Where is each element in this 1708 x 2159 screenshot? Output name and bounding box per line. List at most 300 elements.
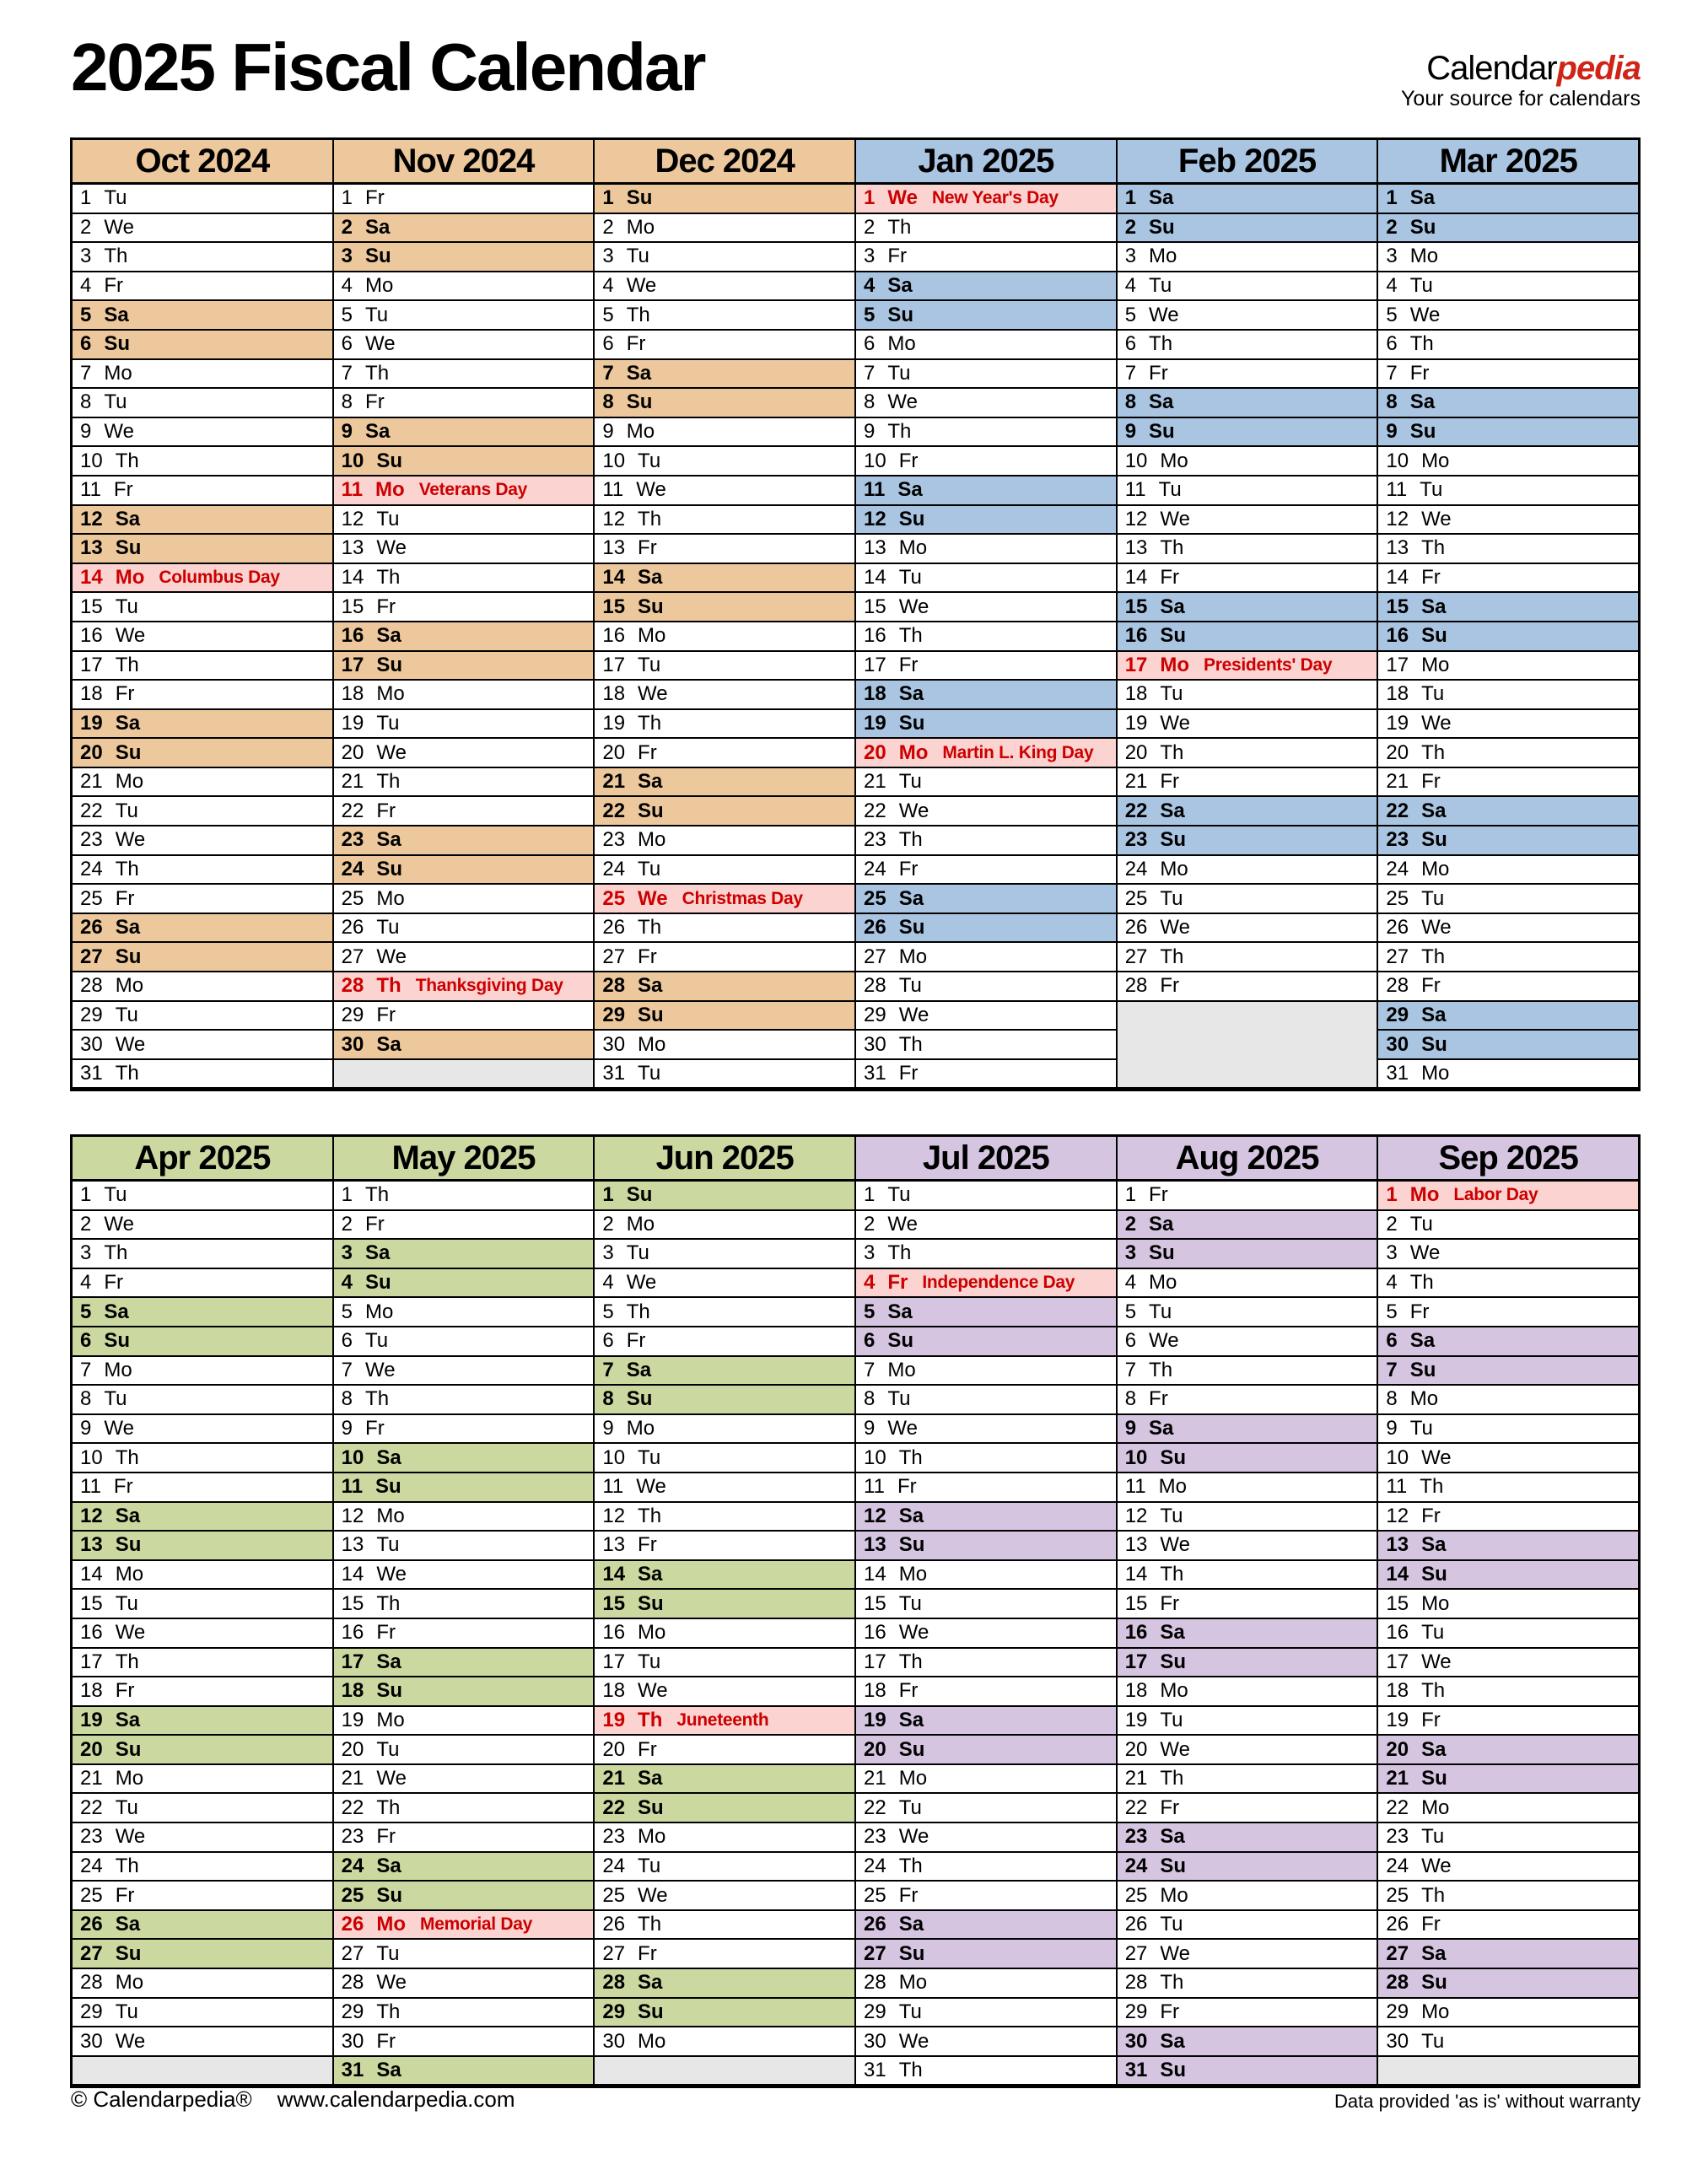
day-number: 29 [80,2000,103,2023]
day-number: 21 [80,770,103,794]
weekday-label: Tu [898,1796,922,1819]
day-number: 29 [80,1003,103,1026]
day-number: 13 [341,536,364,560]
day-number: 5 [80,1300,92,1323]
empty-filler-cell [334,1060,594,1090]
weekday-label: We [1160,1941,1190,1965]
day-number: 18 [80,1679,103,1703]
weekday-label: Sa [638,1767,663,1790]
day-number: 13 [80,1533,103,1557]
day-number: 7 [80,361,92,385]
day-row [595,1444,854,1473]
day-number: 19 [864,711,886,735]
weekday-label: Mo [1158,1475,1187,1499]
weekday-label: Sa [897,478,923,502]
day-row [334,1882,594,1911]
day-number: 29 [1124,2000,1148,2023]
day-row [1378,214,1638,244]
day-row [1378,1269,1638,1299]
weekday-label: Tu [626,1241,649,1265]
weekday-label: Mo [626,420,655,444]
day-row [73,476,332,506]
month-column [73,1137,332,2086]
day-number: 26 [1124,1913,1148,1936]
day-row [73,1561,332,1591]
day-row [334,2027,594,2057]
weekday-label: Mo [626,1212,655,1236]
weekday-label: Su [1421,1563,1447,1586]
day-number: 11 [80,1475,101,1499]
day-row [73,826,332,856]
day-row [1118,1619,1377,1649]
day-row [334,593,594,622]
weekday-label: Tu [1158,478,1182,502]
weekday-label: We [115,624,146,648]
day-row [334,272,594,302]
weekday-label: We [104,215,134,239]
weekday-label: Mo [626,215,655,239]
day-number: 31 [602,1062,626,1085]
day-row [856,1911,1116,1941]
weekday-label: Mo [898,945,928,968]
weekday-label: Su [638,1591,664,1615]
day-number: 30 [341,1032,364,1056]
day-row [595,214,854,244]
weekday-label: Mo [115,1563,144,1586]
day-row [1378,1473,1638,1503]
day-row [73,1002,332,1031]
day-row [1378,1882,1638,1911]
day-number: 10 [1386,449,1409,472]
day-row [1118,360,1377,390]
month-header: Jun 2025 [595,1137,854,1182]
logo-tagline: Your source for calendars [1401,87,1641,110]
weekday-label: Tu [638,1446,661,1469]
day-row [856,2057,1116,2086]
weekday-label: Mo [898,536,928,560]
day-number: 6 [1124,1329,1137,1353]
weekday-label: Mo [638,1621,666,1645]
holiday-row [1118,652,1377,681]
day-number: 12 [1386,507,1409,530]
day-number: 12 [80,1504,103,1527]
day-row [1118,243,1377,272]
day-number: 8 [341,1387,353,1411]
weekday-label: Mo [115,1767,144,1790]
day-number: 21 [602,770,626,794]
weekday-label: Tu [638,653,661,676]
weekday-label: We [376,1971,407,1995]
day-row [856,1240,1116,1269]
day-row [1118,1999,1377,2028]
weekday-label: Sa [104,1300,129,1323]
day-number: 29 [602,1003,626,1026]
day-number: 7 [80,1358,92,1381]
weekday-label: We [376,945,407,968]
day-row [73,1211,332,1241]
day-row [1378,1823,1638,1853]
day-row [334,1444,594,1473]
day-row [1378,768,1638,798]
month-column [332,140,594,1089]
day-row [73,1736,332,1765]
day-row [595,185,854,214]
day-number: 21 [1124,1767,1148,1790]
day-number: 20 [602,1737,626,1761]
weekday-label: Fr [626,1329,646,1353]
weekday-label: Fr [1421,1913,1441,1936]
day-row [73,272,332,302]
weekday-label: Su [376,857,403,880]
weekday-label: Fr [1421,974,1441,998]
weekday-label: Mo [365,1300,394,1323]
day-number: 9 [1386,420,1398,444]
weekday-label: Sa [638,1971,663,1995]
weekday-label: Mo [898,1971,928,1995]
day-row [1378,272,1638,302]
weekday-label: Sa [376,1854,401,1877]
day-row [73,1415,332,1445]
weekday-label: Sa [638,974,663,998]
day-row [856,710,1116,740]
day-number: 23 [341,828,364,852]
day-row [595,1060,854,1090]
day-number: 26 [80,1913,103,1936]
weekday-label: Tu [638,449,661,472]
weekday-label: Mo [1160,1883,1188,1907]
day-row [73,1182,332,1211]
holiday-name: Columbus Day [159,568,280,588]
day-number: 20 [341,740,364,764]
day-number: 1 [341,186,353,210]
weekday-label: Th [1421,1883,1446,1907]
weekday-label: Su [1409,1358,1436,1381]
weekday-label: Sa [115,1708,141,1731]
weekday-label: Th [898,1032,923,1056]
weekday-label: Fr [113,478,133,502]
day-row [1118,768,1377,798]
weekday-label: Sa [898,1913,924,1936]
weekday-label: Fr [365,186,385,210]
day-number: 3 [1124,1241,1137,1265]
weekday-label: Fr [113,1475,133,1499]
weekday-label: Su [115,1941,142,1965]
weekday-label: Sa [626,361,652,385]
day-number: 19 [1386,1708,1409,1731]
day-row [1118,2057,1377,2086]
weekday-label: Sa [1421,1003,1447,1026]
weekday-label: Su [1421,624,1447,648]
day-row [595,1473,854,1503]
holiday-name: Thanksgiving Day [415,976,563,996]
day-number: 18 [1124,1679,1148,1703]
day-number: 22 [864,1796,886,1819]
day-row [1118,1561,1377,1591]
day-row [334,1677,594,1707]
day-row [1378,564,1638,594]
weekday-label: Mo [898,1767,928,1790]
day-row [1118,1473,1377,1503]
day-number: 4 [864,274,876,298]
weekday-label: We [1421,916,1452,940]
weekday-label: We [887,186,918,210]
day-number: 27 [602,945,626,968]
weekday-label: Tu [115,799,138,822]
weekday-label: Fr [897,1475,917,1499]
weekday-label: Fr [1160,566,1180,590]
weekday-label: Mo [1421,449,1450,472]
day-number: 3 [864,245,876,268]
month-column [1377,140,1638,1089]
weekday-label: Mo [115,1971,144,1995]
weekday-label: Th [638,916,662,940]
day-number: 9 [602,420,614,444]
weekday-label: Mo [638,2029,666,2053]
day-row [595,1794,854,1823]
day-number: 26 [1124,916,1148,940]
weekday-label: We [365,332,396,356]
month-header: Oct 2024 [73,140,332,185]
day-row [334,826,594,856]
day-row [856,1444,1116,1473]
day-row [856,418,1116,448]
day-row [1118,301,1377,331]
day-number: 16 [602,1621,626,1645]
weekday-label: Fr [638,740,657,764]
day-number: 4 [80,274,92,298]
day-number: 27 [864,945,886,968]
day-row [1378,797,1638,826]
day-number: 4 [1386,1271,1398,1295]
weekday-label: Sa [638,566,663,590]
day-row [856,972,1116,1002]
day-number: 1 [1124,1183,1137,1207]
day-row [1378,1060,1638,1090]
day-number: 15 [341,1591,364,1615]
weekday-label: We [376,1767,407,1790]
day-number: 6 [1386,1329,1398,1353]
weekday-label: Tu [365,1329,389,1353]
day-number: 3 [80,1241,92,1265]
day-number: 22 [80,799,103,822]
weekday-label: Fr [365,1417,385,1440]
day-number: 9 [80,1417,92,1440]
weekday-label: Tu [1421,1621,1445,1645]
day-row [73,797,332,826]
weekday-label: Th [638,507,662,530]
day-row [73,1969,332,1999]
day-row [856,1532,1116,1561]
day-number: 13 [1386,536,1409,560]
weekday-label: Tu [898,974,922,998]
month-header: Dec 2024 [595,140,854,185]
day-row [1118,1444,1377,1473]
weekday-label: Su [1160,828,1187,852]
day-row [1118,1357,1377,1386]
weekday-label: Sa [1149,390,1174,414]
day-number: 12 [602,1504,626,1527]
day-row [856,1823,1116,1853]
weekday-label: Sa [365,1241,391,1265]
day-row [334,389,594,418]
weekday-label: Fr [1160,2000,1180,2023]
day-number: 8 [864,390,876,414]
day-row [856,1736,1116,1765]
day-row [334,1969,594,1999]
day-number: 9 [1124,1417,1137,1440]
day-number: 6 [80,1329,92,1353]
day-number: 22 [864,799,886,822]
day-number: 7 [602,361,614,385]
day-row [856,1707,1116,1736]
weekday-label: Mo [1421,2000,1450,2023]
day-row [73,768,332,798]
weekday-label: Th [1409,332,1434,356]
day-row [334,214,594,244]
day-number: 14 [1386,1563,1409,1586]
weekday-label: Tu [376,1737,400,1761]
day-row [856,768,1116,798]
weekday-label: Th [1160,536,1184,560]
day-row [856,2027,1116,2057]
day-number: 7 [1386,361,1398,385]
weekday-label: Th [626,1300,650,1323]
month-column [1116,1137,1377,2086]
day-row [73,1444,332,1473]
day-number: 3 [1124,245,1137,268]
weekday-label: Fr [1409,361,1430,385]
month-column [1116,140,1377,1089]
day-number: 7 [1124,1358,1137,1381]
day-number: 16 [864,624,886,648]
month-column [854,1137,1116,2086]
weekday-label: Th [365,361,390,385]
day-number: 27 [1124,1941,1148,1965]
day-row [856,360,1116,390]
day-number: 19 [864,1708,886,1731]
day-row [1378,418,1638,448]
day-number: 15 [1386,595,1409,618]
day-row [73,622,332,652]
day-number: 29 [341,2000,364,2023]
weekday-label: Sa [376,1446,401,1469]
day-number: 14 [341,1563,364,1586]
day-number: 17 [864,653,886,676]
day-row [334,1240,594,1269]
day-number: 23 [1386,1825,1409,1849]
day-row [856,943,1116,972]
day-number: 30 [864,2029,886,2053]
day-number: 24 [1386,857,1409,880]
day-row [1378,681,1638,710]
day-number: 27 [602,1941,626,1965]
weekday-label: Tu [1421,2029,1445,2053]
day-row [73,1940,332,1969]
holiday-name: Memorial Day [420,1914,532,1935]
day-number: 3 [341,245,353,268]
day-row [856,1649,1116,1678]
day-row [595,1503,854,1532]
month-column [1377,1137,1638,2086]
weekday-label: Mo [898,740,929,764]
weekday-label: Mo [1409,1183,1440,1207]
day-number: 23 [341,1825,364,1849]
day-number: 20 [80,740,103,764]
day-number: 23 [602,1825,626,1849]
day-row [1118,418,1377,448]
day-number: 18 [1386,682,1409,706]
weekday-label: Fr [898,1062,919,1085]
day-number: 22 [602,1796,626,1819]
day-number: 2 [1386,215,1398,239]
day-number: 1 [1386,1183,1398,1207]
day-row [1378,185,1638,214]
day-row [334,564,594,594]
weekday-label: Sa [1160,2029,1185,2053]
weekday-label: Tu [104,186,127,210]
weekday-label: Tu [115,595,138,618]
day-number: 11 [864,1475,885,1499]
weekday-label: We [1409,1241,1441,1265]
day-number: 6 [1124,332,1137,356]
day-row [73,1269,332,1299]
day-number: 2 [1386,1212,1398,1236]
weekday-label: Su [898,1737,925,1761]
day-number: 10 [80,449,103,472]
weekday-label: Sa [898,682,924,706]
day-number: 1 [80,186,92,210]
day-number: 18 [341,1679,364,1703]
day-number: 22 [80,1796,103,1819]
weekday-label: We [626,274,657,298]
day-row [334,301,594,331]
day-number: 9 [864,420,876,444]
day-number: 15 [1386,1591,1409,1615]
weekday-label: Mo [104,1358,132,1381]
day-row [1118,1240,1377,1269]
day-number: 6 [80,332,92,356]
day-row [595,1999,854,2028]
weekday-label: Th [898,1854,923,1877]
weekday-label: Sa [898,1708,924,1731]
day-row [856,214,1116,244]
weekday-label: Su [115,1533,142,1557]
weekday-label: Fr [898,857,919,880]
weekday-label: Fr [898,449,919,472]
day-row [1378,1503,1638,1532]
weekday-label: Sa [1149,1212,1174,1236]
weekday-label: We [638,682,668,706]
weekday-label: Su [626,1387,653,1411]
day-row [1378,535,1638,564]
holiday-row [334,476,594,506]
weekday-label: Mo [376,1504,405,1527]
weekday-label: We [898,595,929,618]
day-number: 4 [864,1271,876,1295]
day-number: 10 [341,449,364,472]
weekday-label: Sa [115,1913,141,1936]
day-row [1378,652,1638,681]
day-row [73,1357,332,1386]
weekday-label: Mo [376,682,405,706]
weekday-label: Fr [1149,1183,1168,1207]
month-column [854,140,1116,1089]
weekday-label: Mo [887,1358,916,1381]
day-row [856,885,1116,914]
day-number: 19 [80,1708,103,1731]
day-row [1118,1327,1377,1357]
day-row [1378,243,1638,272]
